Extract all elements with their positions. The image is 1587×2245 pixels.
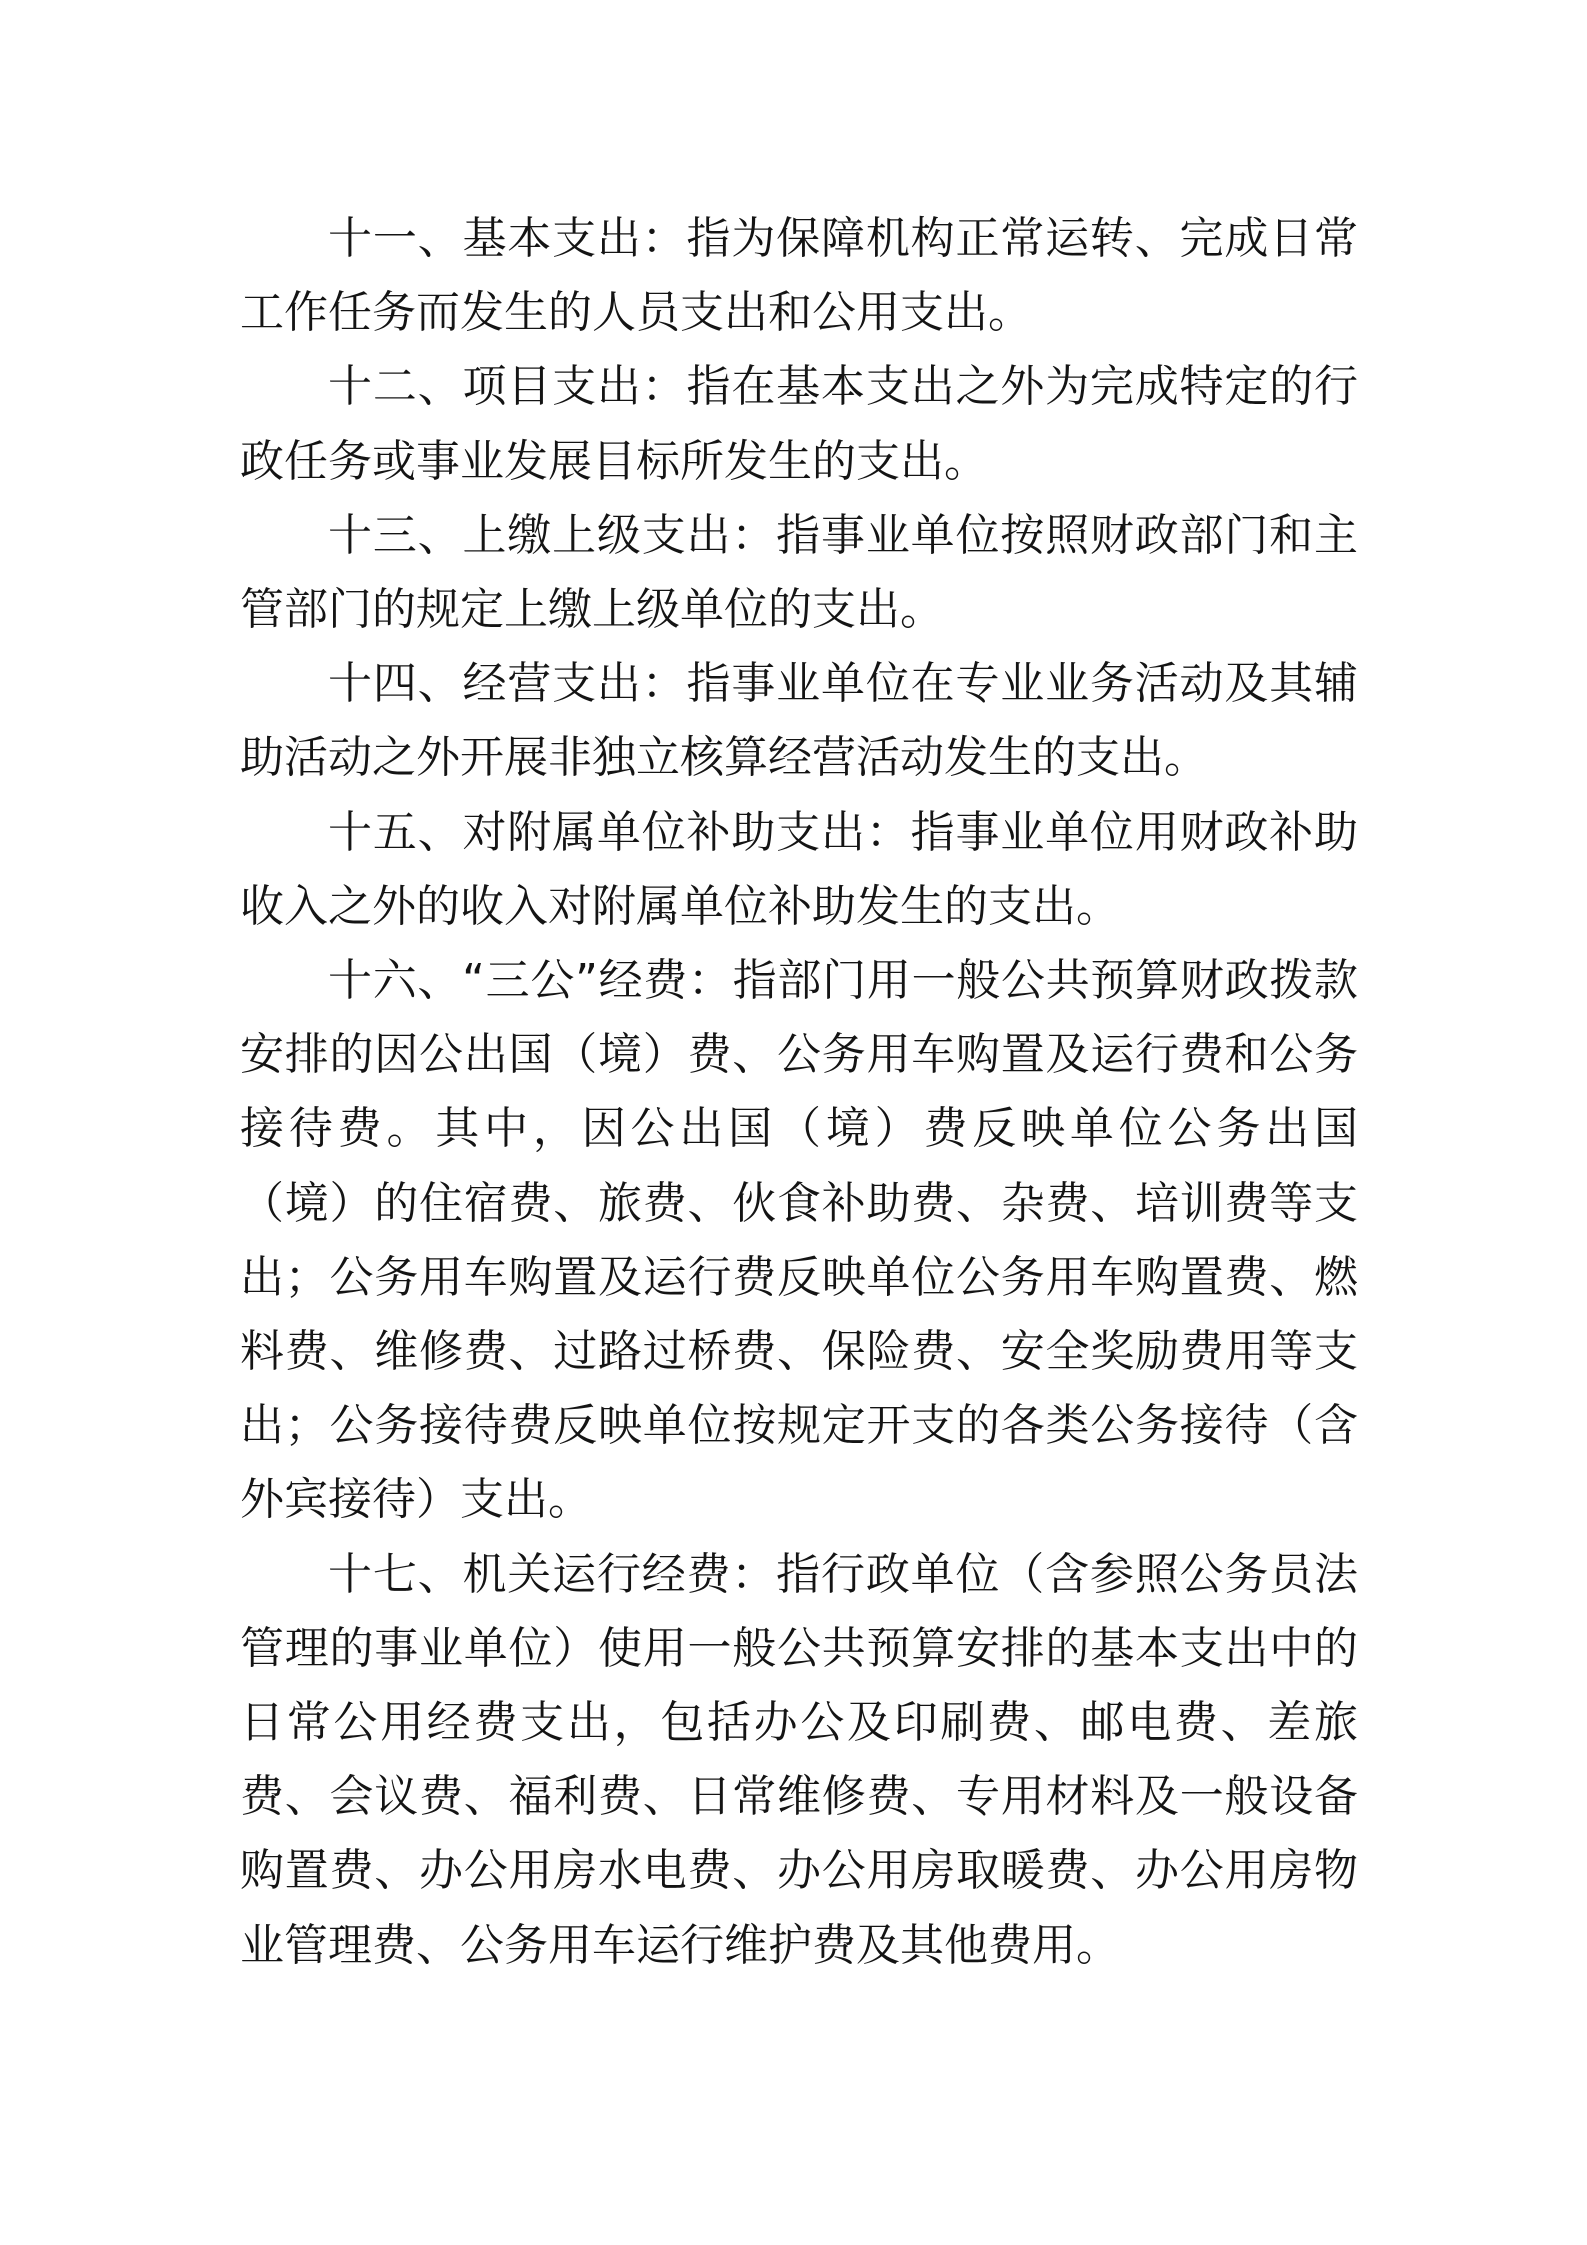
paragraph-three-public-expenses: 十六、“三公”经费：指部门用一般公共预算财政拨款安排的因公出国（境）费、公务用车购置及运行费和公务接待费。其中，因公出国（境）费反映单位公务出国（境）的住宿费、旅费、伙食补助费、杂费、培训费等支出；公务用车购置及运行费反映单位公务用车购置费、燃料费、维修费、过路过桥费、保险费、安全奖励费用等支出；公务接待费反映单位按规定开支的各类公务接待（含外宾接待）支出。 bbox=[240, 955, 1358, 1526]
paragraph-subsidy-to-affiliates: 十五、对附属单位补助支出：指事业单位用财政补助收入之外的收入对附属单位补助发生的支出。 bbox=[240, 806, 1358, 932]
paragraph-agency-operating-funds: 十七、机关运行经费：指行政单位（含参照公务员法管理的事业单位）使用一般公共预算安排的基本支出中的日常公用经费支出，包括办公及印刷费、邮电费、差旅费、会议费、福利费、日常维修费、专用材料及一般设备购置费、办公用房水电费、办公用房取暖费、办公用房物业管理费、公务用车运行维护费及其他费用。 bbox=[240, 1548, 1358, 1971]
paragraph-basic-expenditure: 十一、基本支出：指为保障机构正常运转、完成日常工作任务而发生的人员支出和公用支出。 bbox=[240, 213, 1358, 339]
paragraph-remittance-to-superior: 十三、上缴上级支出：指事业单位按照财政部门和主管部门的规定上缴上级单位的支出。 bbox=[240, 509, 1358, 636]
paragraph-project-expenditure: 十二、项目支出：指在基本支出之外为完成特定的行政任务或事业发展目标所发生的支出。 bbox=[240, 361, 1358, 487]
document-body bbox=[240, 202, 1358, 1983]
paragraph-operating-expenditure: 十四、经营支出：指事业单位在专业业务活动及其辅助活动之外开展非独立核算经营活动发生的支出。 bbox=[240, 658, 1358, 784]
